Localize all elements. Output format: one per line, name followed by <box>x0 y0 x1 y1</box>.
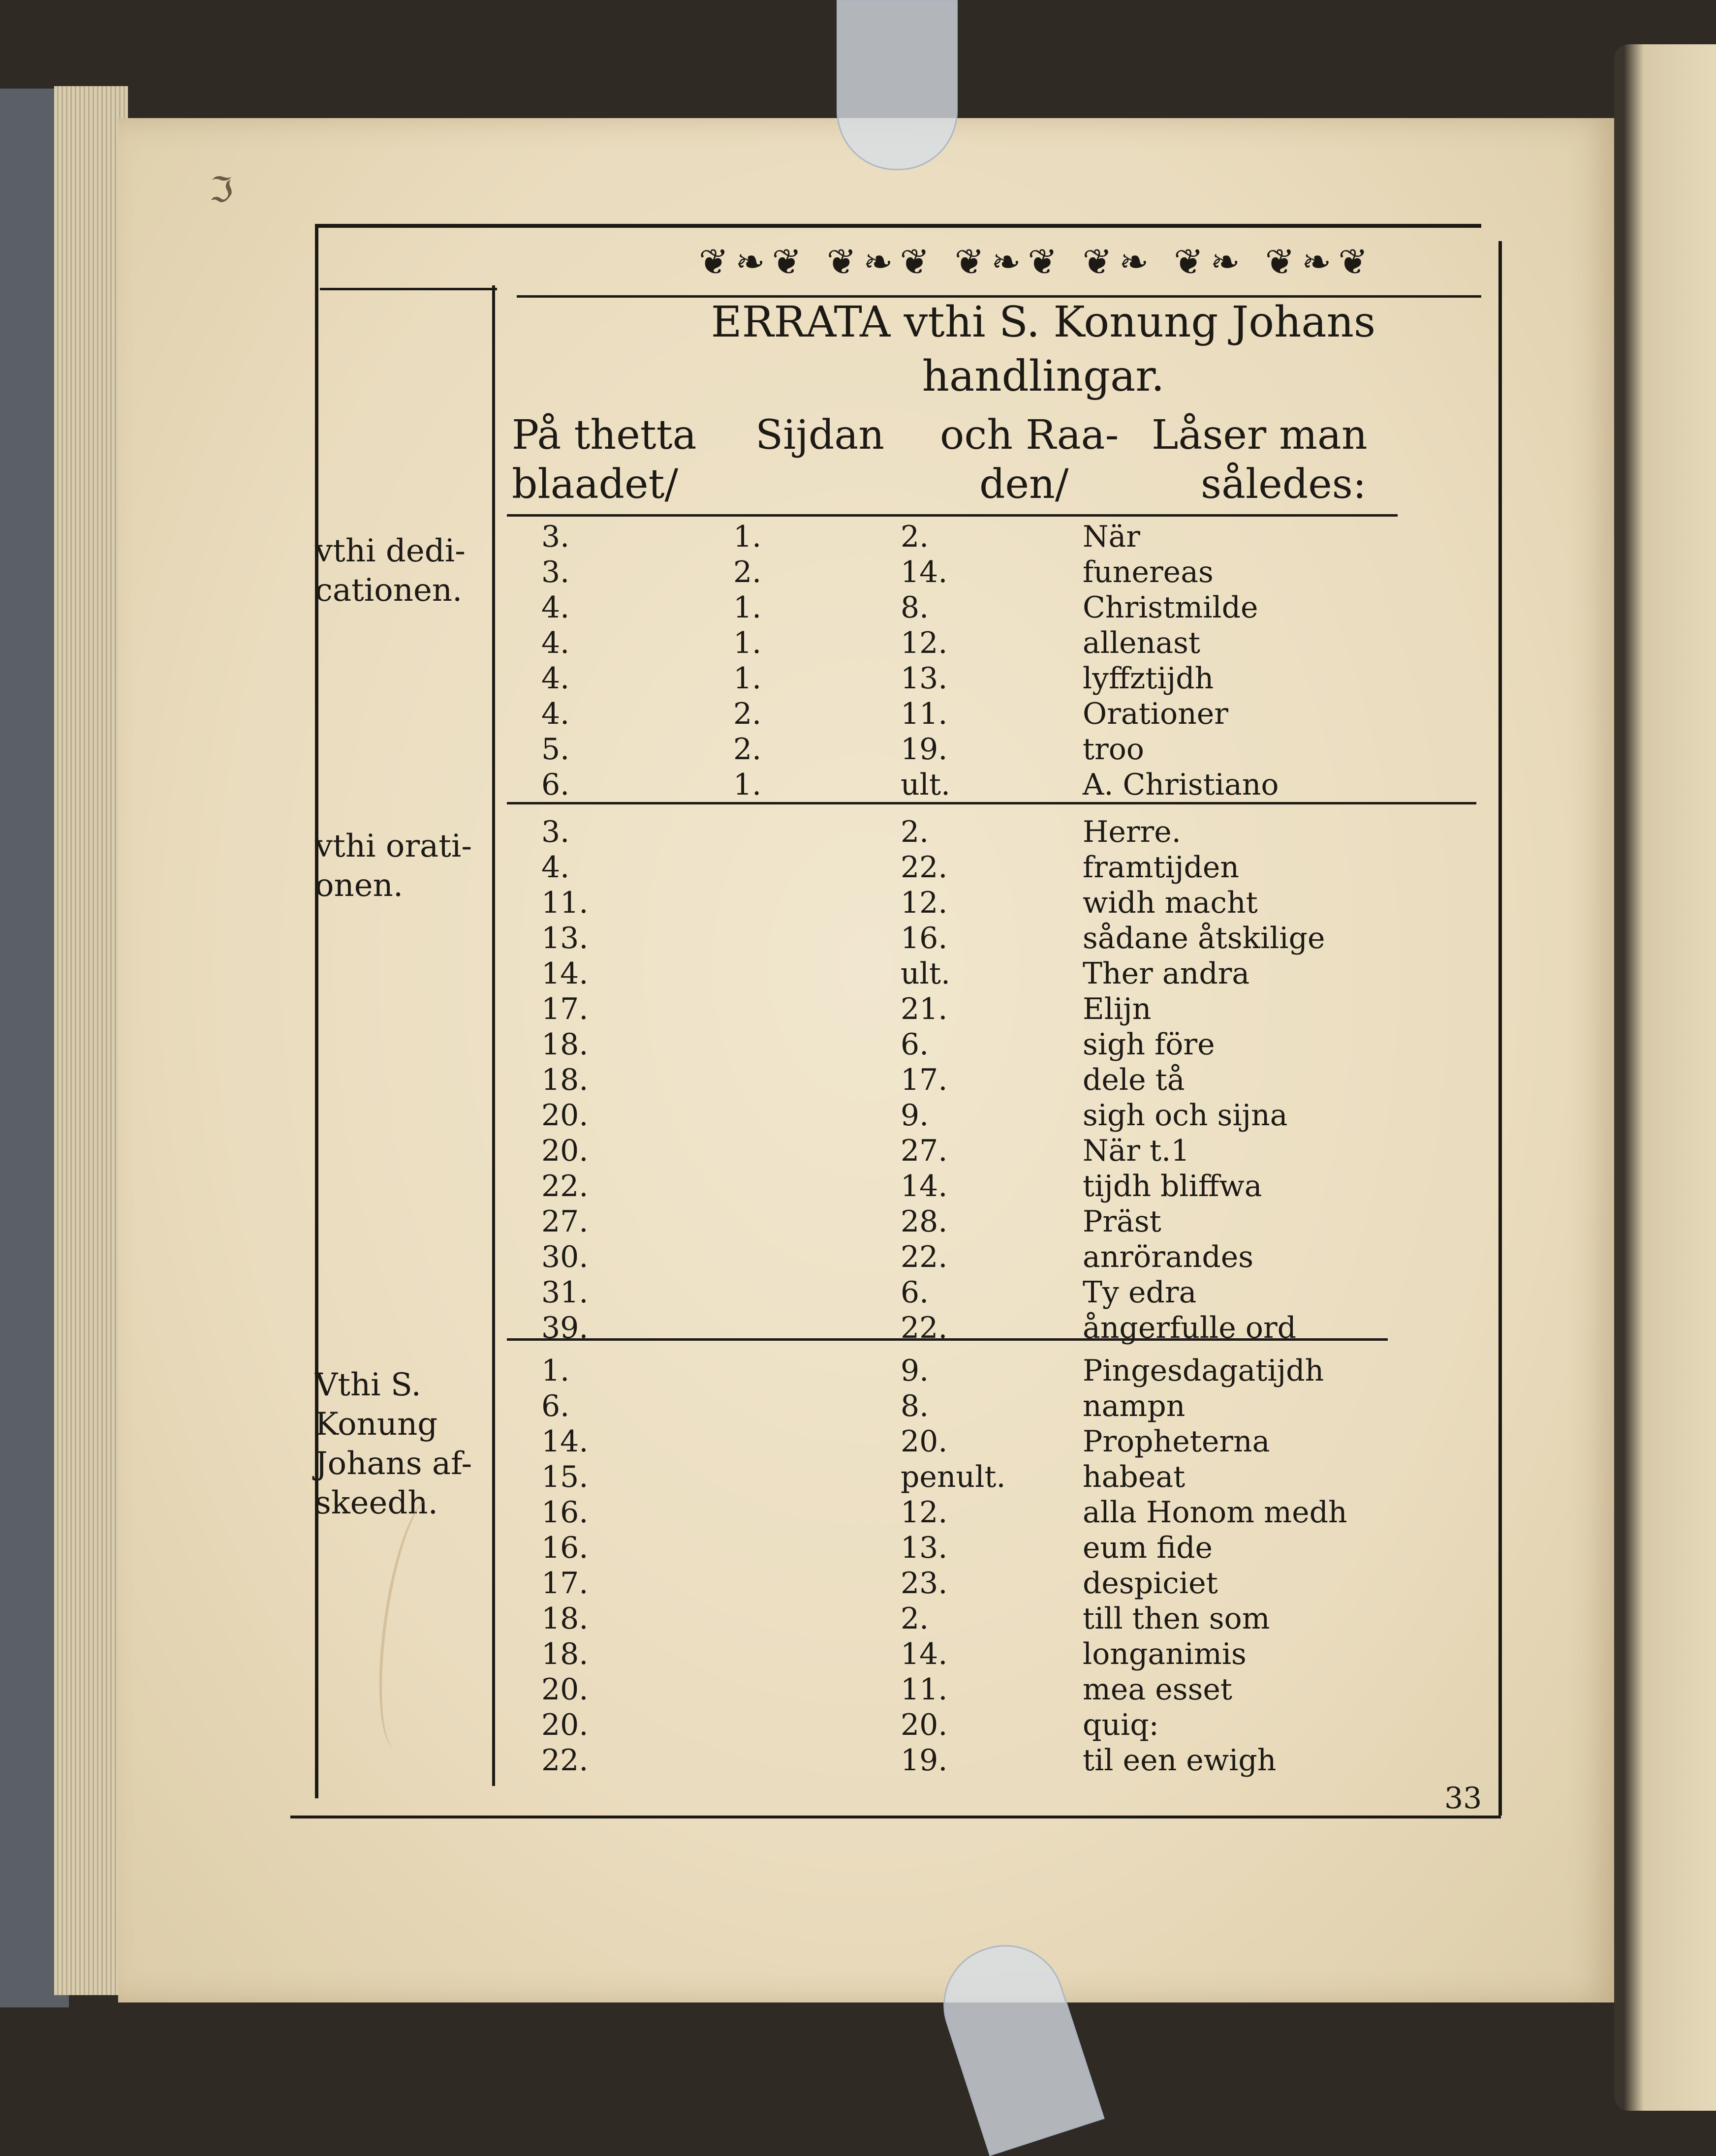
cell-blad: 18. <box>541 1637 589 1671</box>
column-head-las-line1: Låser man <box>1152 412 1368 459</box>
cell-blad: 3. <box>541 815 570 849</box>
column-head-las-line2: således: <box>1201 461 1367 508</box>
cell-rad: 2. <box>901 1602 929 1636</box>
cell-las: habeat <box>1083 1460 1186 1494</box>
cell-sida: 1. <box>733 768 762 802</box>
cell-blad: 20. <box>541 1672 589 1707</box>
cell-rad: 21. <box>901 992 948 1026</box>
table-row <box>492 921 1427 956</box>
table-row <box>492 1743 1427 1778</box>
cell-las: allenast <box>1083 626 1200 660</box>
table-row <box>492 732 1427 767</box>
cell-sida: 2. <box>733 697 762 731</box>
table-row <box>492 1239 1427 1275</box>
frame-top-rule <box>315 224 1481 228</box>
column-head-rad <box>940 411 1119 509</box>
cell-rad: 23. <box>901 1566 948 1601</box>
cell-las: despiciet <box>1083 1566 1218 1601</box>
table-row <box>492 1636 1427 1672</box>
header-bottom-rule <box>507 514 1398 517</box>
frame-left-rule <box>315 224 318 1798</box>
column-head-blad-line1: På thetta <box>512 412 697 459</box>
cell-blad: 17. <box>541 992 589 1026</box>
cell-blad: 4. <box>541 661 570 696</box>
table-row <box>492 1169 1427 1204</box>
cell-blad: 20. <box>541 1708 589 1742</box>
table-row <box>492 991 1427 1027</box>
cell-rad: 13. <box>901 661 948 696</box>
section-label: Vthi S. Konung Johans af-skeedh. <box>315 1367 472 1521</box>
cell-las: dele tå <box>1083 1063 1185 1097</box>
table-row <box>492 1495 1427 1530</box>
cell-blad: 4. <box>541 626 570 660</box>
cell-rad: 9. <box>901 1354 929 1388</box>
cell-rad: 17. <box>901 1063 948 1097</box>
table-row <box>492 1310 1427 1346</box>
table-row <box>492 1566 1427 1601</box>
cell-las: funereas <box>1083 555 1214 589</box>
table-row <box>492 1133 1427 1169</box>
cell-blad: 16. <box>541 1495 589 1530</box>
cell-las: ångerfulle ord <box>1083 1311 1297 1345</box>
table-row <box>492 1707 1427 1743</box>
cell-las: longanimis <box>1083 1637 1247 1671</box>
cell-rad: 22. <box>901 850 948 885</box>
cell-las: nampn <box>1083 1389 1186 1423</box>
cell-blad: 20. <box>541 1134 589 1168</box>
cell-rad: 28. <box>901 1204 948 1239</box>
cell-rad: 14. <box>901 1637 948 1671</box>
cell-blad: 20. <box>541 1098 589 1133</box>
cell-las: Herre. <box>1083 815 1181 849</box>
cell-rad: 22. <box>901 1311 948 1345</box>
cell-las: Ty edra <box>1083 1275 1197 1310</box>
cell-las: troo <box>1083 732 1145 767</box>
cell-rad: 14. <box>901 555 948 589</box>
cell-blad: 4. <box>541 850 570 885</box>
cell-las: sigh före <box>1083 1027 1215 1062</box>
cell-blad: 4. <box>541 590 570 625</box>
facing-page-edge <box>1614 44 1716 2111</box>
cell-rad: 19. <box>901 732 948 767</box>
column-head-sida <box>755 411 884 460</box>
table-row <box>492 661 1427 696</box>
cell-sida: 1. <box>733 626 762 660</box>
cell-sida: 1. <box>733 520 762 554</box>
cell-sida: 1. <box>733 590 762 625</box>
cell-blad: 18. <box>541 1063 589 1097</box>
section-label: vthi dedi-cationen. <box>315 533 466 609</box>
cell-rad: 12. <box>901 886 948 920</box>
table-row <box>492 1027 1427 1062</box>
cell-las: anrörandes <box>1083 1240 1254 1274</box>
cell-rad: 11. <box>901 697 948 731</box>
cell-sida: 2. <box>733 732 762 767</box>
inner-top-rule-left <box>320 288 497 290</box>
cell-las: framtijden <box>1083 850 1240 885</box>
cell-rad: 13. <box>901 1531 948 1565</box>
book-clamp-top <box>837 0 958 170</box>
cell-rad: penult. <box>901 1460 1006 1494</box>
table-row <box>492 1388 1427 1424</box>
cell-rad: 6. <box>901 1275 929 1310</box>
table-row <box>492 767 1427 802</box>
cell-las: eum fide <box>1083 1531 1213 1565</box>
cell-las: Präst <box>1083 1204 1161 1239</box>
cell-las: quiq: <box>1083 1708 1159 1742</box>
cell-blad: 17. <box>541 1566 589 1601</box>
table-row <box>492 554 1427 590</box>
cell-las: Pingesdagatijdh <box>1083 1354 1324 1388</box>
cell-blad: 39. <box>541 1311 589 1345</box>
cell-las: sigh och sijna <box>1083 1098 1288 1133</box>
cell-rad: 19. <box>901 1743 948 1778</box>
errata-heading <box>625 295 1462 403</box>
table-row <box>492 814 1427 850</box>
cell-sida: 1. <box>733 661 762 696</box>
table-row <box>492 590 1427 625</box>
cell-rad: 20. <box>901 1708 948 1742</box>
cell-las: widh macht <box>1083 886 1258 920</box>
table-row <box>492 1672 1427 1707</box>
table-row <box>492 1275 1427 1310</box>
cell-rad: 20. <box>901 1424 948 1459</box>
folio-number: 33 <box>1444 1781 1482 1816</box>
cell-blad: 6. <box>541 768 570 802</box>
cell-rad: 22. <box>901 1240 948 1274</box>
cell-las: När t.1 <box>1083 1134 1190 1168</box>
cell-rad: 2. <box>901 815 929 849</box>
cell-blad: 22. <box>541 1743 589 1778</box>
cell-rad: 9. <box>901 1098 929 1133</box>
cell-las: Elijn <box>1083 992 1152 1026</box>
cell-rad: ult. <box>901 768 951 802</box>
cell-rad: 14. <box>901 1169 948 1203</box>
cell-rad: 2. <box>901 520 929 554</box>
cell-las: sådane åtskilige <box>1083 921 1325 955</box>
cell-rad: 6. <box>901 1027 929 1062</box>
table-row <box>492 625 1427 661</box>
cell-blad: 18. <box>541 1027 589 1062</box>
cell-blad: 1. <box>541 1354 570 1388</box>
cell-blad: 13. <box>541 921 589 955</box>
cell-blad: 31. <box>541 1275 589 1310</box>
cell-blad: 18. <box>541 1602 589 1636</box>
cell-blad: 14. <box>541 1424 589 1459</box>
cell-blad: 6. <box>541 1389 570 1423</box>
cell-las: Christmilde <box>1083 590 1258 625</box>
cell-las: Propheterna <box>1083 1424 1270 1459</box>
cell-blad: 3. <box>541 555 570 589</box>
cell-las: Orationer <box>1083 697 1228 731</box>
cell-rad: 11. <box>901 1672 948 1707</box>
table-row <box>492 1459 1427 1495</box>
cell-blad: 4. <box>541 697 570 731</box>
table-row <box>492 696 1427 732</box>
column-head-blad-line2: blaadet/ <box>512 461 679 508</box>
cell-las: tijdh bliffwa <box>1083 1169 1262 1203</box>
cell-rad: ult. <box>901 956 951 991</box>
cell-las: A. Christiano <box>1083 768 1279 802</box>
cell-las: När <box>1083 520 1140 554</box>
table-row <box>492 1098 1427 1133</box>
cell-las: mea esset <box>1083 1672 1232 1707</box>
cell-las: lyffztijdh <box>1083 661 1214 696</box>
cell-sida: 2. <box>733 555 762 589</box>
cell-rad: 16. <box>901 921 948 955</box>
frame-bottom-rule <box>290 1816 1501 1818</box>
table-row <box>492 1204 1427 1239</box>
table-row <box>492 850 1427 885</box>
table-row <box>492 1353 1427 1388</box>
cell-blad: 16. <box>541 1531 589 1565</box>
cell-las: till then som <box>1083 1602 1270 1636</box>
cell-rad: 8. <box>901 1389 929 1423</box>
table-row <box>492 956 1427 991</box>
table-row <box>492 1601 1427 1636</box>
cell-rad: 8. <box>901 590 929 625</box>
ornament-band: ❦❧❦ ❦❧❦ ❦❧❦ ❦❧ ❦❧ ❦❧❦ <box>699 241 1375 282</box>
page-edges <box>54 86 128 1995</box>
heading-line-2: handlingar. <box>922 352 1165 401</box>
cell-blad: 5. <box>541 732 570 767</box>
column-head-las <box>1152 411 1368 509</box>
cell-rad: 12. <box>901 626 948 660</box>
cell-rad: 12. <box>901 1495 948 1530</box>
margin-note: ℑ <box>209 170 233 210</box>
table-row <box>492 1424 1427 1459</box>
cell-blad: 15. <box>541 1460 589 1494</box>
cell-las: Ther andra <box>1083 956 1250 991</box>
cell-blad: 22. <box>541 1169 589 1203</box>
cell-blad: 11. <box>541 886 589 920</box>
table-row <box>492 885 1427 921</box>
frame-right-rule <box>1498 241 1502 1816</box>
column-head-rad-line1: och Raa- <box>940 412 1119 459</box>
table-row <box>492 1530 1427 1566</box>
column-head-blad <box>512 411 697 509</box>
cell-blad: 3. <box>541 520 570 554</box>
table-row <box>492 519 1427 554</box>
cell-blad: 14. <box>541 956 589 991</box>
column-head-sida-line1: Sijdan <box>755 412 885 459</box>
cell-blad: 27. <box>541 1204 589 1239</box>
column-head-rad-line2: den/ <box>979 461 1069 508</box>
cell-las: alla Honom medh <box>1083 1495 1347 1530</box>
heading-line-1: ERRATA vthi S. Konung Johans <box>711 298 1376 347</box>
cell-blad: 30. <box>541 1240 589 1274</box>
cell-rad: 27. <box>901 1134 948 1168</box>
table-row <box>492 1062 1427 1098</box>
cell-las: til een ewigh <box>1083 1743 1277 1778</box>
section-label: vthi orati-onen. <box>315 828 472 904</box>
